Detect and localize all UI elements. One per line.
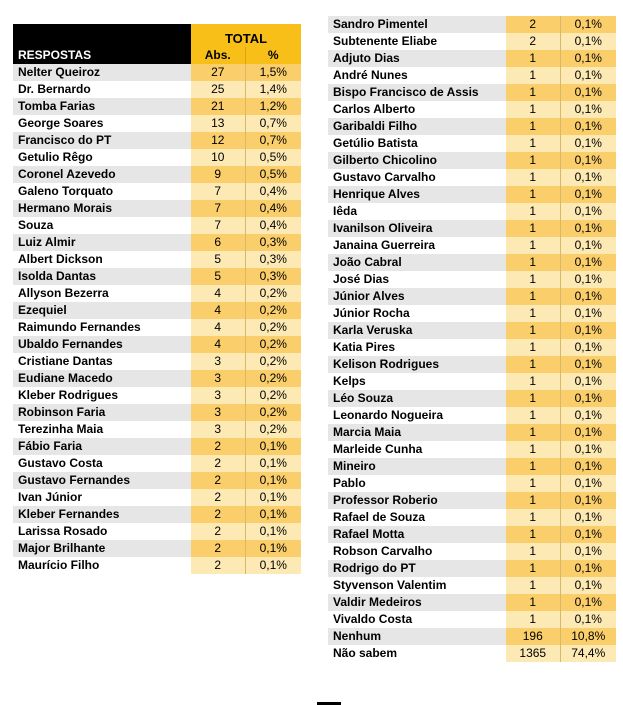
row-abs: 1 [506,475,560,492]
row-pct: 0,1% [560,16,616,33]
row-abs: 2 [506,16,560,33]
row-name: Valdir Medeiros [328,594,506,611]
row-pct: 1,2% [245,98,301,115]
row-abs: 2 [506,33,560,50]
table-row [328,254,616,271]
row-name: Não sabem [328,645,506,662]
row-pct: 0,1% [560,220,616,237]
row-pct: 0,1% [560,441,616,458]
row-abs: 1 [506,356,560,373]
row-pct: 0,2% [245,404,301,421]
row-name: Nenhum [328,628,506,645]
row-name: Luiz Almir [13,234,191,251]
row-abs: 3 [191,370,245,387]
row-abs: 1 [506,288,560,305]
table-row [13,557,301,574]
row-pct: 0,1% [245,455,301,472]
row-pct: 0,1% [560,543,616,560]
table-row [328,475,616,492]
row-name: Subtenente Eliabe [328,33,506,50]
row-abs: 1 [506,339,560,356]
row-name: Professor Roberio [328,492,506,509]
row-name: Terezinha Maia [13,421,191,438]
table-row [13,506,301,523]
table-row [328,305,616,322]
row-abs: 1 [506,118,560,135]
table-row [328,186,616,203]
row-pct: 0,2% [245,370,301,387]
row-abs: 27 [191,64,245,81]
table-row [13,149,301,166]
row-abs: 13 [191,115,245,132]
row-pct: 0,1% [245,506,301,523]
row-abs: 1 [506,67,560,84]
header-row-top [13,24,301,47]
row-abs: 1 [506,577,560,594]
table-row [328,50,616,67]
row-name: Coronel Azevedo [13,166,191,183]
row-name: Gustavo Carvalho [328,169,506,186]
row-pct: 0,1% [560,339,616,356]
left-results-table [13,24,301,574]
row-name: Gustavo Costa [13,455,191,472]
row-abs: 7 [191,217,245,234]
row-pct: 0,1% [560,33,616,50]
table-row [328,441,616,458]
row-name: Ezequiel [13,302,191,319]
table-row [13,268,301,285]
row-abs: 1 [506,611,560,628]
row-abs: 1 [506,50,560,67]
row-name: Raimundo Fernandes [13,319,191,336]
table-row [13,455,301,472]
row-name: Leonardo Nogueira [328,407,506,424]
row-pct: 0,1% [245,523,301,540]
table-row [328,84,616,101]
table-row [13,336,301,353]
row-pct: 0,1% [560,458,616,475]
row-name: Tomba Farias [13,98,191,115]
row-name: Albert Dickson [13,251,191,268]
row-name: Major Brilhante [13,540,191,557]
row-name: Carlos Alberto [328,101,506,118]
row-pct: 0,1% [560,390,616,407]
table-row [328,560,616,577]
table-row [13,234,301,251]
row-pct: 0,5% [245,166,301,183]
row-pct: 0,7% [245,132,301,149]
table-row [13,540,301,557]
row-pct: 0,1% [560,101,616,118]
row-abs: 6 [191,234,245,251]
row-abs: 1 [506,254,560,271]
row-name: Júnior Alves [328,288,506,305]
table-row [13,183,301,200]
row-name: Fábio Faria [13,438,191,455]
row-pct: 0,1% [560,169,616,186]
row-name: Gilberto Chicolino [328,152,506,169]
row-abs: 5 [191,251,245,268]
row-pct: 0,1% [560,288,616,305]
table-row [328,152,616,169]
row-pct: 0,2% [245,285,301,302]
row-pct: 0,3% [245,251,301,268]
row-abs: 10 [191,149,245,166]
row-pct: 0,1% [560,594,616,611]
row-abs: 1 [506,373,560,390]
row-pct: 0,1% [245,540,301,557]
row-abs: 7 [191,183,245,200]
table-row [328,135,616,152]
row-pct: 1,4% [245,81,301,98]
row-pct: 0,1% [560,305,616,322]
row-abs: 196 [506,628,560,645]
row-pct: 0,1% [560,50,616,67]
table-row [13,421,301,438]
table-row [328,628,616,645]
table-row [328,492,616,509]
row-pct: 0,1% [560,135,616,152]
table-row [13,132,301,149]
table-row [328,220,616,237]
row-name: André Nunes [328,67,506,84]
row-pct: 0,2% [245,421,301,438]
row-abs: 1 [506,186,560,203]
row-pct: 0,1% [245,438,301,455]
table-row [13,251,301,268]
row-pct: 0,3% [245,268,301,285]
row-name: Rodrigo do PT [328,560,506,577]
table-row [328,203,616,220]
row-abs: 4 [191,319,245,336]
row-name: Dr. Bernardo [13,81,191,98]
row-pct: 1,5% [245,64,301,81]
row-abs: 2 [191,540,245,557]
table-row [328,577,616,594]
row-name: Ivanilson Oliveira [328,220,506,237]
table-row [328,339,616,356]
row-name: Adjuto Dias [328,50,506,67]
row-pct: 0,1% [245,557,301,574]
row-abs: 2 [191,523,245,540]
row-abs: 1 [506,271,560,288]
row-abs: 4 [191,302,245,319]
table-row [328,407,616,424]
row-abs: 1 [506,322,560,339]
respostas-header: RESPOSTAS [13,47,191,64]
row-abs: 3 [191,421,245,438]
table-row [13,302,301,319]
right-results-table [328,16,616,662]
row-abs: 1 [506,203,560,220]
table-row [13,523,301,540]
table-row [328,271,616,288]
row-abs: 5 [191,268,245,285]
row-name: George Soares [13,115,191,132]
row-abs: 2 [191,472,245,489]
row-name: Garibaldi Filho [328,118,506,135]
row-name: Rafael Motta [328,526,506,543]
row-name: Styvenson Valentim [328,577,506,594]
row-pct: 0,5% [245,149,301,166]
row-abs: 2 [191,506,245,523]
row-abs: 1 [506,560,560,577]
row-name: João Cabral [328,254,506,271]
row-pct: 0,1% [560,407,616,424]
table-row [328,611,616,628]
row-name: Larissa Rosado [13,523,191,540]
row-pct: 0,1% [560,203,616,220]
row-name: José Dias [328,271,506,288]
row-abs: 1 [506,458,560,475]
table-row [328,594,616,611]
row-pct: 0,1% [560,611,616,628]
row-pct: 0,1% [560,526,616,543]
row-abs: 2 [191,438,245,455]
row-abs: 1 [506,390,560,407]
row-abs: 3 [191,353,245,370]
row-pct: 0,1% [560,577,616,594]
row-abs: 1 [506,101,560,118]
table-row [328,67,616,84]
row-name: Sandro Pimentel [328,16,506,33]
row-pct: 0,1% [560,186,616,203]
row-name: Francisco do PT [13,132,191,149]
row-abs: 2 [191,455,245,472]
row-name: Gustavo Fernandes [13,472,191,489]
row-pct: 0,1% [560,356,616,373]
row-name: Vivaldo Costa [328,611,506,628]
row-name: Janaina Guerreira [328,237,506,254]
table-row [328,390,616,407]
total-header: TOTAL [191,24,301,47]
row-pct: 10,8% [560,628,616,645]
row-abs: 3 [191,387,245,404]
row-pct: 0,1% [560,424,616,441]
table-row [13,217,301,234]
row-pct: 0,1% [560,475,616,492]
row-pct: 0,1% [560,118,616,135]
row-pct: 0,1% [560,152,616,169]
row-name: Maurício Filho [13,557,191,574]
row-abs: 1 [506,492,560,509]
row-name: Léo Souza [328,390,506,407]
table-row [13,285,301,302]
row-abs: 4 [191,336,245,353]
row-name: Katia Pires [328,339,506,356]
row-pct: 0,4% [245,217,301,234]
abs-header: Abs. [191,47,245,64]
row-name: Henrique Alves [328,186,506,203]
row-abs: 1 [506,237,560,254]
row-name: Marleide Cunha [328,441,506,458]
row-abs: 7 [191,200,245,217]
row-name: Kelps [328,373,506,390]
pct-header: % [245,47,301,64]
table-row [13,472,301,489]
row-pct: 0,1% [560,254,616,271]
row-pct: 0,2% [245,336,301,353]
row-name: Galeno Torquato [13,183,191,200]
row-abs: 2 [191,557,245,574]
row-name: Isolda Dantas [13,268,191,285]
table-row [328,169,616,186]
row-name: Júnior Rocha [328,305,506,322]
row-pct: 0,2% [245,387,301,404]
row-name: Karla Veruska [328,322,506,339]
table-row [328,424,616,441]
row-abs: 1 [506,407,560,424]
row-pct: 0,2% [245,302,301,319]
row-pct: 0,1% [245,489,301,506]
row-pct: 0,1% [560,237,616,254]
table-row [13,319,301,336]
table-row [328,237,616,254]
row-abs: 1 [506,220,560,237]
table-row [328,543,616,560]
table-row [13,404,301,421]
row-abs: 2 [191,489,245,506]
row-name: Souza [13,217,191,234]
row-abs: 9 [191,166,245,183]
row-pct: 74,4% [560,645,616,662]
row-name: Iêda [328,203,506,220]
row-name: Kleber Fernandes [13,506,191,523]
row-abs: 1365 [506,645,560,662]
row-abs: 1 [506,169,560,186]
row-abs: 25 [191,81,245,98]
row-abs: 21 [191,98,245,115]
header-blank-cell [13,24,191,47]
row-name: Ivan Júnior [13,489,191,506]
row-name: Rafael de Souza [328,509,506,526]
row-pct: 0,4% [245,200,301,217]
table-row [13,115,301,132]
row-name: Cristiane Dantas [13,353,191,370]
row-abs: 1 [506,526,560,543]
table-row [328,356,616,373]
row-name: Pablo [328,475,506,492]
row-name: Kleber Rodrigues [13,387,191,404]
row-abs: 1 [506,543,560,560]
row-name: Ubaldo Fernandes [13,336,191,353]
row-name: Allyson Bezerra [13,285,191,302]
row-name: Robson Carvalho [328,543,506,560]
row-abs: 1 [506,424,560,441]
row-abs: 12 [191,132,245,149]
row-abs: 1 [506,441,560,458]
table-row [328,526,616,543]
row-pct: 0,1% [560,322,616,339]
row-abs: 1 [506,509,560,526]
row-abs: 1 [506,152,560,169]
row-abs: 1 [506,594,560,611]
table-row [13,200,301,217]
row-pct: 0,1% [245,472,301,489]
row-pct: 0,1% [560,560,616,577]
row-abs: 3 [191,404,245,421]
row-pct: 0,1% [560,271,616,288]
row-abs: 1 [506,305,560,322]
row-name: Bispo Francisco de Assis [328,84,506,101]
table-row [328,118,616,135]
table-row [13,370,301,387]
row-pct: 0,7% [245,115,301,132]
row-name: Getulio Rêgo [13,149,191,166]
table-row [328,288,616,305]
table-row [328,16,616,33]
table-row [13,438,301,455]
row-pct: 0,1% [560,509,616,526]
row-name: Nelter Queiroz [13,64,191,81]
row-name: Eudiane Macedo [13,370,191,387]
row-pct: 0,2% [245,353,301,370]
row-name: Getúlio Batista [328,135,506,152]
row-name: Hermano Morais [13,200,191,217]
row-name: Marcia Maia [328,424,506,441]
table-row [13,353,301,370]
table-row [13,387,301,404]
table-row [13,81,301,98]
row-pct: 0,1% [560,373,616,390]
row-abs: 1 [506,135,560,152]
row-pct: 0,4% [245,183,301,200]
row-abs: 4 [191,285,245,302]
row-name: Robinson Faria [13,404,191,421]
table-row [328,509,616,526]
table-row [328,33,616,50]
header-row-sub [13,47,301,64]
row-abs: 1 [506,84,560,101]
table-row [13,489,301,506]
table-row [328,322,616,339]
table-row [13,98,301,115]
row-pct: 0,3% [245,234,301,251]
table-row [328,458,616,475]
row-pct: 0,1% [560,492,616,509]
table-row [13,166,301,183]
row-pct: 0,1% [560,84,616,101]
table-row [13,64,301,81]
table-row [328,373,616,390]
row-name: Mineiro [328,458,506,475]
row-pct: 0,2% [245,319,301,336]
table-row [328,645,616,662]
row-name: Kelison Rodrigues [328,356,506,373]
table-row [328,101,616,118]
row-pct: 0,1% [560,67,616,84]
